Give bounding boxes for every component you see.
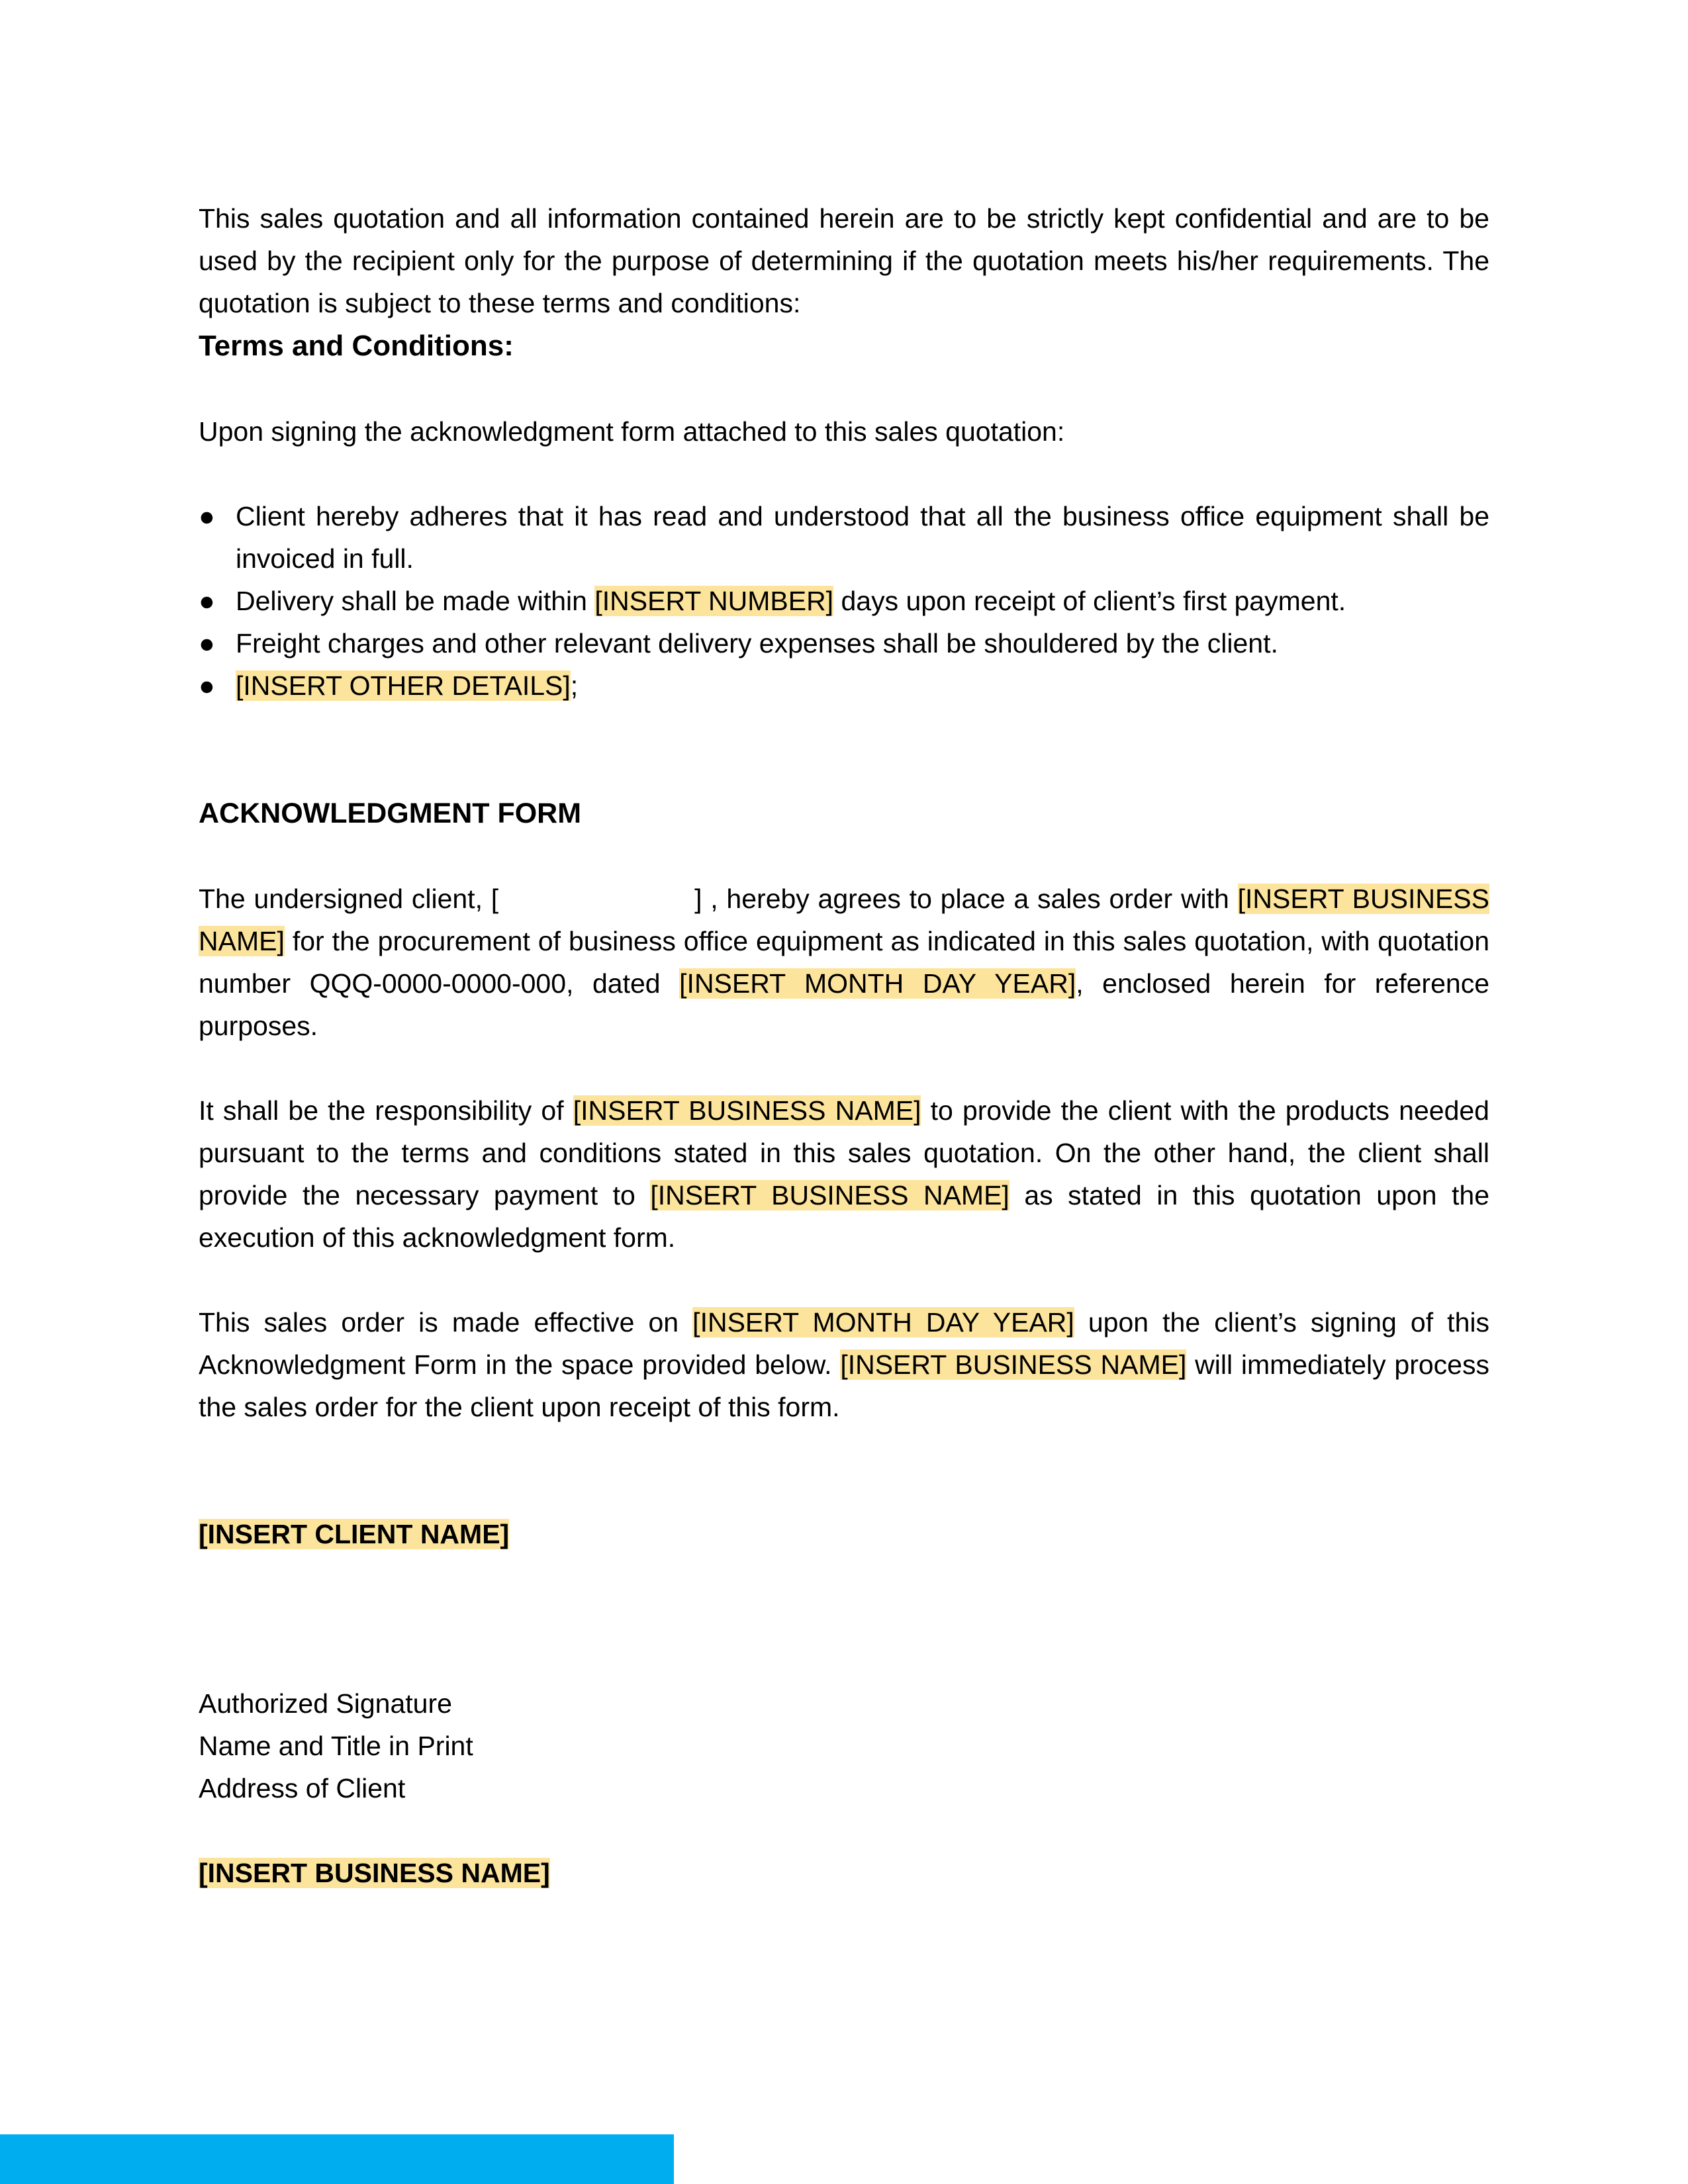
acknowledgment-paragraph-3 — [199, 1301, 1489, 1428]
bullet-icon: ● — [199, 628, 215, 659]
terms-item-text: ; — [570, 670, 579, 701]
placeholder-highlight: [INSERT BUSINESS NAME] — [840, 1349, 1187, 1380]
bullet-icon: ● — [199, 501, 215, 531]
terms-heading: Terms and Conditions: — [199, 330, 514, 362]
spacer — [199, 453, 1489, 495]
terms-item-text: days upon receipt of client’s first payment. — [833, 586, 1346, 616]
terms-list — [199, 495, 1489, 707]
text-run: , enclosed herein for reference purposes. — [199, 968, 1489, 1041]
bullet-icon: ● — [199, 670, 215, 701]
client-name-placeholder: [INSERT CLIENT NAME] — [199, 1519, 510, 1549]
name-title-line: Name and Title in Print — [199, 1731, 473, 1761]
terms-list-item — [199, 664, 1489, 707]
signature-line: Authorized Signature — [199, 1688, 452, 1719]
placeholder-highlight: [INSERT BUSINESS NAME] — [573, 1095, 921, 1126]
footer-accent-bar — [0, 2134, 674, 2184]
bullet-icon: ● — [199, 586, 215, 616]
spacer — [199, 1809, 1489, 1852]
text-run: for the procurement of business office equipment as indicated in this sales quotation, with quotation number QQQ-0000-0000-000, dated — [199, 926, 1489, 999]
signature-space — [199, 1555, 1489, 1682]
text-run: This sales order is made effective on — [199, 1307, 693, 1338]
placeholder-highlight: [INSERT NUMBER] — [594, 586, 834, 616]
terms-list-item — [199, 495, 1489, 580]
text-run: It shall be the responsibility of — [199, 1095, 573, 1126]
text-run: as stated in this quotation upon the execution of this acknowledgment form. — [199, 1180, 1489, 1253]
acknowledgment-heading: ACKNOWLEDGMENT FORM — [199, 797, 582, 829]
terms-item-text: Freight charges and other relevant delivery expenses shall be shouldered by the client. — [236, 628, 1278, 659]
terms-list-item — [199, 580, 1489, 622]
text-run: to provide the client with the products needed pursuant to the terms and conditions stated in this sales quotation. On the other hand, the client shall provide the necessary payment to — [199, 1095, 1489, 1210]
text-run: The undersigned client, [ — [199, 884, 499, 914]
acknowledgment-paragraph-2 — [199, 1089, 1489, 1259]
acknowledgment-paragraph-1 — [199, 878, 1489, 1047]
placeholder-highlight: [INSERT MONTH DAY YEAR] — [679, 968, 1076, 999]
spacer — [199, 1259, 1489, 1301]
terms-item-text: Delivery shall be made within — [236, 586, 595, 616]
client-address-line: Address of Client — [199, 1773, 406, 1803]
placeholder-highlight: [INSERT BUSINESS NAME] — [199, 884, 1489, 956]
placeholder-highlight: [INSERT BUSINESS NAME] — [650, 1180, 1009, 1210]
business-name-line — [199, 1852, 1489, 1894]
spacer — [199, 1428, 1489, 1513]
business-name-placeholder: [INSERT BUSINESS NAME] — [199, 1858, 550, 1888]
placeholder-highlight: [INSERT MONTH DAY YEAR] — [692, 1307, 1074, 1338]
terms-list-item — [199, 622, 1489, 664]
spacer — [199, 835, 1489, 878]
client-name-line — [199, 1513, 1489, 1555]
document-body — [199, 197, 1489, 1894]
terms-lead: Upon signing the acknowledgment form attached to this sales quotation: — [199, 416, 1065, 447]
text-run: will immediately process the sales order for the client upon receipt of this form. — [199, 1349, 1489, 1422]
text-run: ] , hereby agrees to place a sales order with — [694, 884, 1238, 914]
spacer — [199, 1047, 1489, 1089]
placeholder-highlight: [INSERT OTHER DETAILS] — [236, 670, 571, 701]
terms-item-text: Client hereby adheres that it has read and understood that all the business office equipment shall be invoiced in full. — [236, 501, 1489, 574]
text-run: upon the client’s signing of this Acknowledgment Form in the space provided below. — [199, 1307, 1489, 1380]
spacer — [199, 707, 1489, 792]
spacer — [199, 368, 1489, 410]
intro-paragraph: This sales quotation and all information contained herein are to be strictly kept confidential and are to be used by the recipient only for the purpose of determining if the quotation meets his/her requirements. The quotation is subject to these terms and conditions: — [199, 203, 1489, 318]
